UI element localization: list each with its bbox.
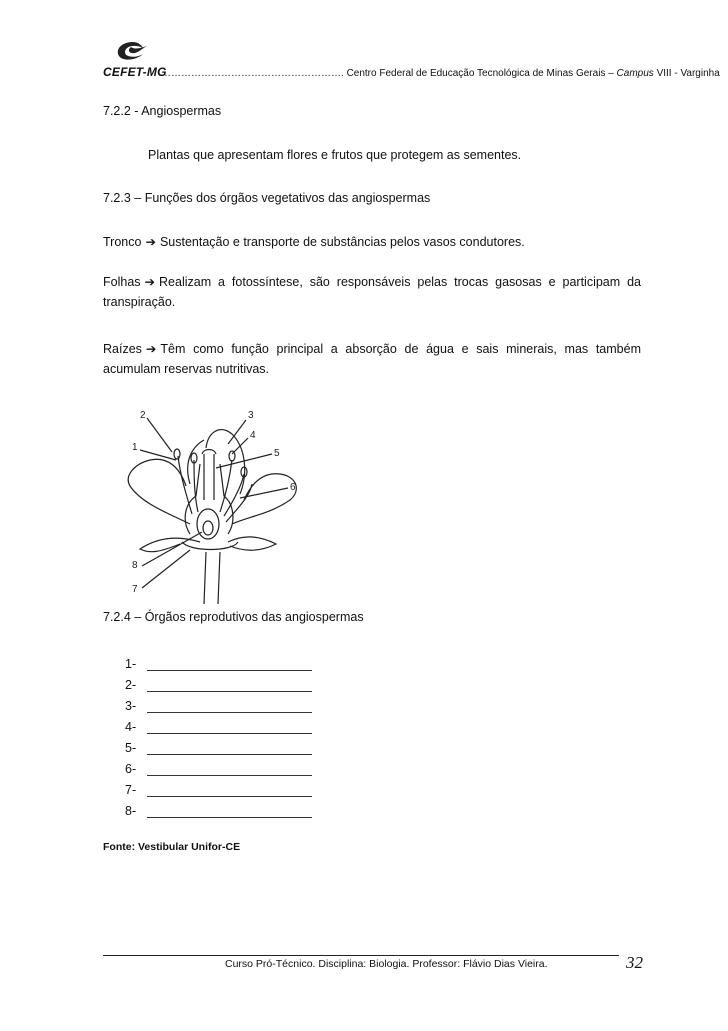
diagram-label-5: 5	[274, 448, 280, 459]
answer-blank	[147, 721, 312, 734]
list-item	[125, 650, 312, 671]
logo-text: CEFET-MG	[103, 65, 167, 79]
header-campus: Campus	[616, 68, 654, 79]
page-header	[103, 38, 720, 82]
list-item-number: 1-	[125, 657, 137, 671]
item-raizes	[103, 339, 641, 379]
ovary	[185, 464, 233, 534]
sepal-right	[228, 537, 276, 550]
pointer-4	[232, 438, 248, 454]
answer-blank	[147, 805, 312, 818]
answer-blank	[147, 763, 312, 776]
stamen-1	[178, 456, 192, 514]
header-dots: ……………………………………………….	[161, 68, 344, 79]
diagram-label-1: 1	[132, 442, 138, 453]
diagram-label-3: 3	[248, 410, 254, 421]
item-tronco-text: Sustentação e transporte de substâncias pelos vasos condutores.	[159, 235, 525, 249]
item-tronco	[103, 234, 525, 249]
pointer-8	[142, 532, 202, 566]
answer-blank	[147, 658, 312, 671]
list-item-number: 3-	[125, 699, 137, 713]
item-folhas	[103, 272, 641, 312]
answer-blank	[147, 679, 312, 692]
heading-724: 7.2.4 – Órgãos reprodutivos das angiospermas	[103, 610, 364, 624]
list-item	[125, 713, 312, 734]
answer-blank	[147, 700, 312, 713]
item-raizes-term: Raízes	[103, 342, 142, 356]
heading-723: 7.2.3 – Funções dos órgãos vegetativos das angiospermas	[103, 191, 431, 205]
list-item	[125, 755, 312, 776]
list-item-number: 2-	[125, 678, 137, 692]
list-item	[125, 734, 312, 755]
list-item-number: 7-	[125, 783, 137, 797]
item-raizes-text: Têm como função principal a absorção de água e sais minerais, mas também acumulam reservas nutritivas.	[103, 342, 641, 376]
pointer-5	[216, 454, 272, 468]
answer-list	[125, 650, 312, 818]
arrow-right-icon: ➔	[145, 342, 157, 356]
answer-blank	[147, 784, 312, 797]
text-722: Plantas que apresentam flores e frutos que protegem as sementes.	[148, 148, 522, 162]
heading-722: 7.2.2 - Angiospermas	[103, 104, 222, 118]
answer-blank	[147, 742, 312, 755]
list-item	[125, 797, 312, 818]
item-tronco-term: Tronco	[103, 235, 142, 249]
header-institution-post: VIII - Varginha	[656, 68, 720, 79]
flower-diagram	[120, 404, 320, 604]
footer-text: Curso Pró-Técnico. Disciplina: Biologia. Professor: Flávio Dias Vieira.	[225, 958, 548, 970]
item-folhas-term: Folhas	[103, 275, 141, 289]
diagram-label-2: 2	[140, 410, 146, 421]
list-item	[125, 692, 312, 713]
list-item-number: 6-	[125, 762, 137, 776]
pointer-2	[147, 418, 172, 452]
arrow-right-icon: ➔	[144, 275, 156, 289]
page-number: 32	[626, 953, 643, 972]
list-item-number: 5-	[125, 741, 137, 755]
list-item-number: 8-	[125, 804, 137, 818]
arrow-right-icon: ➔	[145, 235, 156, 249]
pointer-7	[142, 550, 190, 588]
pointer-1	[140, 450, 176, 460]
item-folhas-text: Realizam a fotossíntese, são responsáveis pelas trocas gasosas e participam da transpiração.	[103, 275, 641, 309]
header-institution	[161, 68, 720, 79]
diagram-label-6: 6	[290, 482, 296, 493]
header-institution-pre: Centro Federal de Educação Tecnológica de Minas Gerais –	[346, 68, 614, 79]
list-item	[125, 671, 312, 692]
list-item-number: 4-	[125, 720, 137, 734]
diagram-label-7: 7	[132, 584, 138, 595]
diagram-label-8: 8	[132, 560, 138, 571]
footer-divider	[103, 955, 619, 956]
source-note: Fonte: Vestibular Unifor-CE	[103, 841, 241, 853]
list-item	[125, 776, 312, 797]
diagram-label-4: 4	[250, 430, 256, 441]
